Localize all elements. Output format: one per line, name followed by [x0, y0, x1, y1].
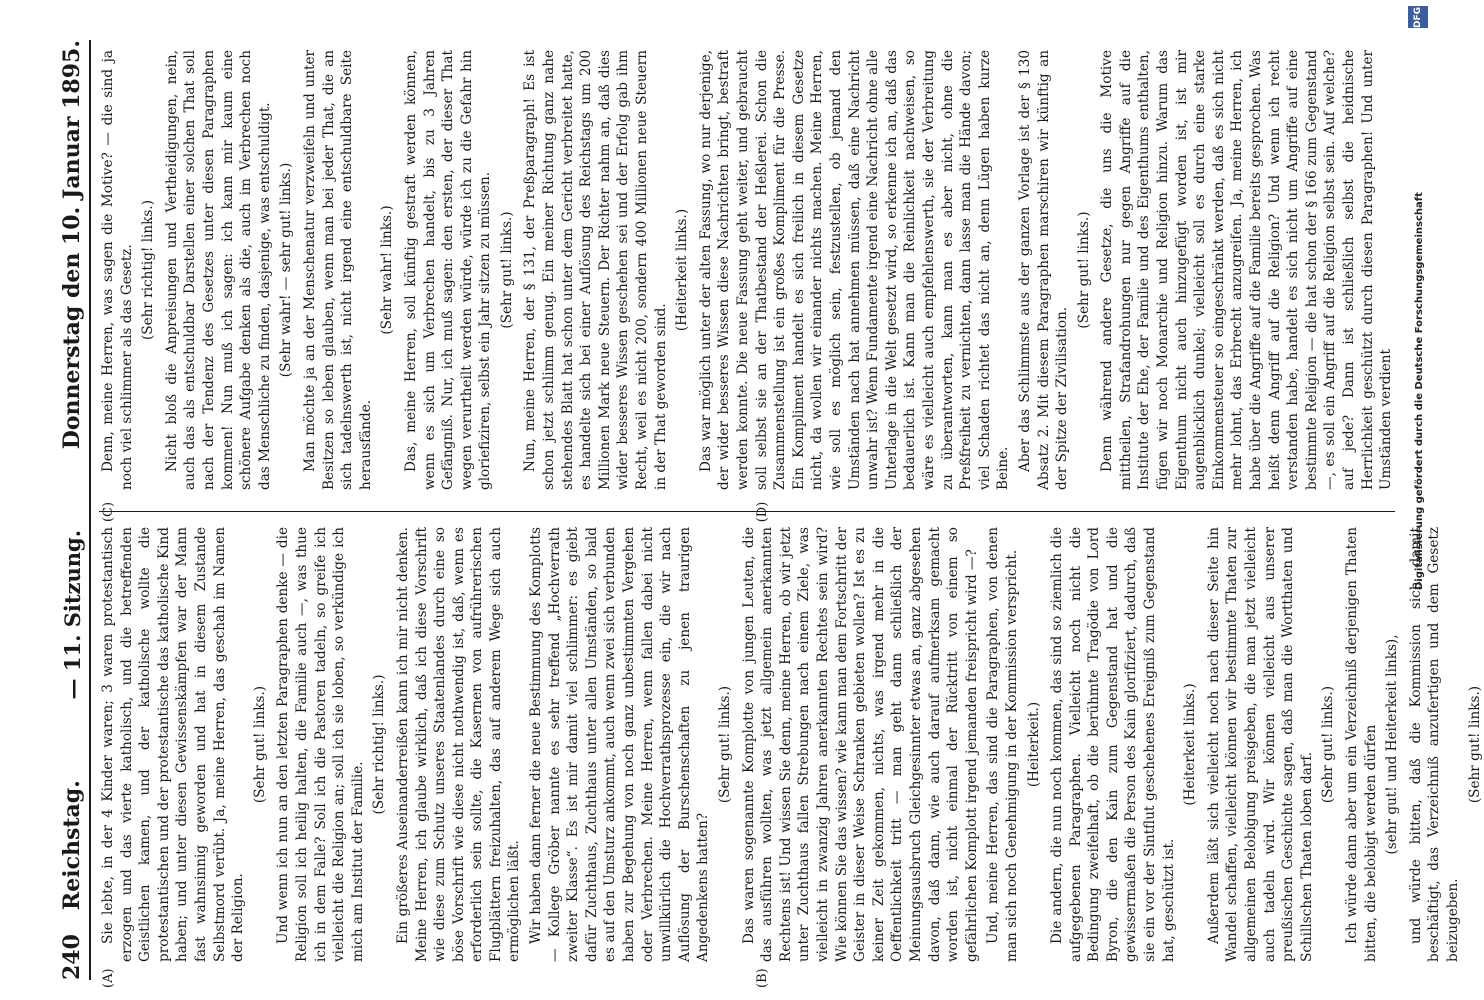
- paragraph: Denn, meine Herren, was sagen die Motive? — die sind ja noch viel schlimmer als das Gesetz.: [100, 50, 135, 490]
- margin-marker-a: (A): [101, 968, 116, 988]
- interjection: (Heiterkeit.): [1025, 701, 1042, 788]
- paragraph: Die andern, die nun noch kommen, das sind so ziemlich die aufgegebenen Paragraphen. Vielleicht noch nicht die Bedingung zweifelhaft, ob die berühmte Tragödie von Lord Byron, die den Kain zum Gegenstand hat und die gewissermaßen die Person des Kain glorifiziert, dadurch, daß sie ein vor der Sintflut geschehenes Ereigniß zum Gegenstand hat, geschützt ist.: [1049, 527, 1177, 962]
- interjection: (Sehr gut! links.): [1320, 685, 1337, 804]
- paragraph: Wir haben dann ferner die neue Bestimmung des Komplotts — Kollege Gröber nannte es sehr treffend „Hochverrath zweiter Klasse“. Es ist mir damit viel schlimmer: es giebt dafür Zuchthaus, Zuchthaus unter allen Umständen, so bald es auf den Umsturz ankommt, auch wenn zwei sich verbunden haben zur Begehung von noch ganz unbestimmten Vergehen oder Verbrechen. Meine Herren, wenn fallen dabei nicht unwillkürlich die Hochverrathsprozesse ein, die wir nach Auflösung der Burschenschaften zu jenen traurigen Angedenkens hatten?: [528, 527, 712, 962]
- header-left: [59, 780, 85, 980]
- session-date: Donnerstag den 10. Januar 1895.: [59, 40, 85, 450]
- interjection: (Sehr gut! links.): [717, 685, 733, 804]
- interjection: (Sehr wahr! — sehr gut! links.): [278, 162, 295, 378]
- paragraph: Nun, meine Herren, der § 131, der Preßparagraph! Es ist schon jetzt schlimm genug. Ein meiner Richtung ganz nahe stehendes Blatt hat schon unter dem Gericht verbreitet hatte, es handelte sich bei einer Auflösung des Reichstags um 200 Millionen Mark neue Steuern. Der Richter nahm an, daß dies wider besseres Wissen geschehen sei und der Erfolg gab ihm Recht, weil es nicht 200, sondern 400 Millionen neue Steuern in der That geworden sind.: [522, 50, 669, 490]
- paragraph: Außerdem läßt sich vielleicht noch nach dieser Seite hin Wandel schaffen, vielleicht können wir bestimmte Thaten zur allgemeinen Belobigung preisgeben, die man jetzt vielleicht auch tadeln wird. Wir können vielleicht aus unserer preußischen Geschichte sagen, daß man die Wortthaten und Schillschen Thaten loben darf.: [1205, 527, 1315, 962]
- interjection: (Sehr wahr! links.): [379, 205, 396, 335]
- paragraph: Das waren sogenannte Komplotte von jungen Leuten, die das ausführen wollten, was jetzt allgemein anerkannten Rechtens ist! Und wissen Sie denn, meine Herren, ob wir jetzt unter Zuchthaus fallen Strebungen nach einem Ziele, was vielleicht in zwanzig Jahren anerkannten Rechtes sein wird? Wie können Sie das wissen? wie kann man dem Fortschritt der Geister in dieser Weise Schranken gebieten wollen? Ist es zu keiner Zeit gekommen, nichts, was irgend mehr in die Oeffentlichkeit tritt — man geht dann schließlich der Meinungsausbruch Gleichgesinnter etwas an, ganz abgesehen davon, daß dann, wie auch darauf aufmerksam gemacht worden ist, nicht einmal der Rücktritt von einem so gefährlichen Komplott irgend jemanden freispricht wird —?: [740, 527, 980, 962]
- session-label: — 11. Sitzung.: [59, 529, 85, 700]
- digitization-note: Digitalisierung gefördert durch die Deutsche Forschungsgemeinschaft: [1414, 192, 1425, 590]
- paragraph: Ich würde dann aber um ein Verzeichniß derjenigen Thaten bitten, die belobigt werden dürfen: [1344, 527, 1379, 962]
- paragraph: Ein größeres Auseinanderreißen kann ich mir nicht denken. Meine Herren, ich glaube wirklich, daß ich diese Vorschrift wie diese zum Schutz unseres Staatenlandes durch eine so böse Vorschrift wie diese nicht nothwendig ist, daß, wenn es erforderlich sein sollte, die Kasernen von aufrührerischen Flugblättern freizuhalten, das auf anderem Wege sich auch ermöglichen läßt.: [394, 527, 523, 962]
- paragraph: Das, meine Herren, soll künftig gestraft werden können, wenn es sich um Verbrechen handelt, bis zu 3 Jahren Gefängniß. Nur, ich muß sagen: den ersten, der dieser That wegen verurtheilt werden würde, würde ich zu die Gefahr hin gloriefiziren, selbst ein Jahr sitzen zu müssen.: [402, 50, 494, 490]
- paragraph: Sie lebte, in der 4 Kinder waren; 3 waren protestantisch erzogen und das vierte katholisch, und die betreffenden Geistlichen kamen, und der katholische wollte die protestantischen und der protestantische das katholische Kind haben; und unter diesen Gewissenskämpfen war der Mann fast wahnsinnig geworden und hat in diesem Zustande Selbstmord verübt. Ja, meine Herren, das geschah im Namen der Religion.: [100, 527, 247, 962]
- paragraph: Denn während andere Gesetze, die uns die Motive mittheilen, Strafandrohungen nur gegen Angriffe auf die Institute der Ehe, der Familie und des Eigenthums enthalten, fügen wir noch Monarchie und Religion hinzu. Warum das Eigenthum nicht auch hinzugefügt worden ist, ist mir augenblicklich dunkel; vielleicht soll es durch eine starke Einkommensteuer so eingeschränkt werden, daß es sich nicht mehr lohnt, das Erbrecht anzugreifen. Ja, meine Herren, ich habe über die Angriffe auf die Familie bereits gesprochen. Was heißt denn Angriff auf die Religion? Und wenn ich recht verstanden habe, handelt es sich nicht um Angriffe auf eine bestimmte Religion — die hat schon der § 166 zum Gegenstand —, es soll ein Angriff auf die Religion selbst sein. Auf welche? auf jede? Dann ist schließlich selbst die heidnische Herrlichkeit geschützt durch diesen Paragraphen! Und unter Umständen verdient: [1099, 50, 1395, 490]
- paragraph: Man möchte ja an der Menschenatur verzweifeln und unter Besitzen so leben glauben, wenn man bei jeder That, die an sich tadelnswerth ist, nicht irgend eine entschuldbare Seite herausfände.: [301, 50, 374, 490]
- interjection: (Sehr gut! links.): [1466, 685, 1483, 804]
- paragraph: Nicht bloß die Anpreisungen und Vertheidigungen, nein, auch das als entschuldbar Darstellen einer solchen That soll nach der Tendenz des Gesetzes unter diesen Paragraphen kommen! Nun muß ich sagen: ich kann mir kaum eine schönere Aufgabe denken als die, auch im Verbrechen noch das Menschliche zu finden, dasjenige, was entschuldigt.: [163, 50, 273, 490]
- interjection: (Sehr richtig! links.): [371, 674, 388, 815]
- paragraph: und würde bitten, daß die Kommission sich damit beschäftigt, das Verzeichniß anzufertigen und dem Gesetz beizugeben.: [1407, 527, 1461, 962]
- margin-marker-d: (D): [755, 501, 770, 523]
- page-number: 240: [59, 934, 85, 980]
- paragraph: Und, meine Herren, das sind die Paragraphen, von denen man sich noch Genehmigung in der Kommission verspricht.: [985, 527, 1020, 962]
- interjection: (Heiterkeit links.): [1182, 683, 1199, 806]
- publication-title: Reichstag.: [59, 780, 85, 911]
- margin-marker-b: (B): [755, 968, 770, 988]
- interjection: (sehr gut! und Heiterkeit links),: [1384, 634, 1401, 855]
- paragraph: Aber das Schlimmste aus der ganzen Vorlage ist der § 130 Absatz 2. Mit diesem Paragraphen marschiren wir künftig an der Spitze der Zivilisation.: [1016, 50, 1071, 490]
- left-text-column: [99, 527, 1483, 962]
- interjection: (Sehr gut! links.): [251, 685, 268, 804]
- paragraph: Das war möglich unter der alten Fassung, wo nur derjenige, der wider besseres Wissen diese Nachrichten bringt, bestraft werden konnte. Die neue Fassung geht weiter, und gebraucht soll selbst sie an der Thatbestand der Heßlerei. Schon die Zusammenstellung ist ein großes Kompliment für die Presse. Ein Kompliment handelt es sich freilich in diesem Gesetze nicht, da wollen wir einander nichts machen. Meine Herren, wie soll es möglich sein, festzustellen, ob jemand den Umständen nach hat annehmen müssen, daß eine Nachricht unwahr ist? Wenn Fundamente irgend eine Nachricht ohne alle Unterlage in die Welt gesetzt wird, so erkenne ich an, daß das bedauerlich ist. Kann man die Reinlichkeit nachweisen, so wäre es vielleicht auch empfehlenswerth, sie der Verbreitung zu überantworten, kann man es aber nicht, ohne die Preßfreiheit zu vernichten, dann lasse man die Hände davon; viel Schaden richtet das nicht an, denn Lügen haben kurze Beine.: [697, 50, 1012, 490]
- page-header: [55, 40, 91, 980]
- interjection: (Sehr richtig! links.): [140, 199, 157, 341]
- paragraph: Und wenn ich nun an den letzten Paragraphen denke — die Religion soll ich heilig halten, die Familie auch —, was thue ich in dem Falle? Soll ich die Pastoren tadeln, so greife ich vielleicht die Religion an; soll ich sie loben, so verkündige ich mich am Institut der Familie.: [275, 527, 366, 962]
- interjection: (Sehr gut! links.): [498, 211, 515, 329]
- column-divider: [99, 511, 1395, 512]
- margin-marker-c: (C): [101, 501, 116, 523]
- interjection: (Sehr gut! links.): [1075, 211, 1092, 329]
- interjection: (Heiterkeit links.): [674, 208, 691, 332]
- right-text-column: [99, 50, 1395, 490]
- dfg-badge: DFG: [1408, 6, 1428, 28]
